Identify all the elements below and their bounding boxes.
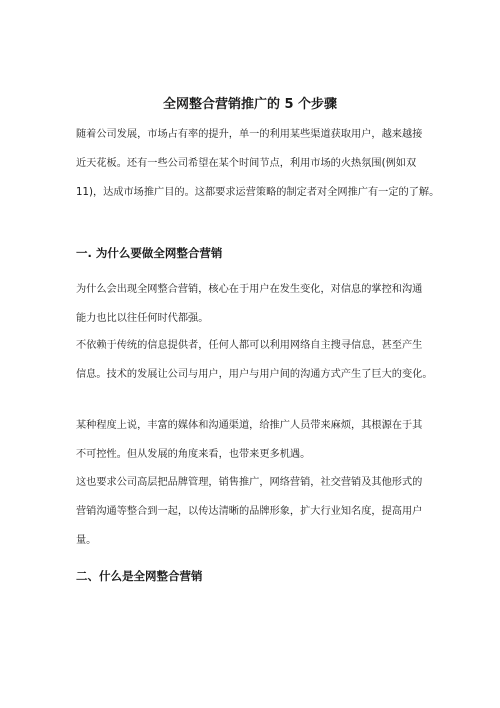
section-2-heading: 二、什么是全网整合营销 xyxy=(76,569,203,583)
section-1-paragraph-2 xyxy=(76,331,440,389)
section-1-paragraph-1 xyxy=(76,275,440,333)
intro-line-1: 随着公司发展，市场占有率的提升，单一的利用某些渠道获取用户，越来越接 xyxy=(76,129,423,140)
section-1-heading: 一. 为什么要做全网整合营销 xyxy=(76,246,223,260)
section-1-paragraph-3 xyxy=(76,411,440,469)
s1p1-line-2: 能力也比以往任何时代都强。 xyxy=(76,313,209,324)
s1p3-line-1: 某种程度上说，丰富的媒体和沟通渠道，给推广人员带来麻烦，其根源在于其 xyxy=(76,420,423,431)
s1p1-line-1: 为什么会出现全网整合营销，核心在于用户在发生变化，对信息的掌控和沟通 xyxy=(76,284,423,295)
section-1-paragraph-4 xyxy=(76,468,440,555)
s1p4-line-3: 量。 xyxy=(76,535,97,546)
intro-paragraph xyxy=(76,120,440,207)
s1p3-line-2: 不可控性。但从发展的角度来看，也带来更多机遇。 xyxy=(76,449,311,460)
intro-line-2: 近天花板。还有一些公司希望在某个时间节点，利用市场的火热氛围(例如双 xyxy=(76,158,417,169)
document-title: 全网整合营销推广的 5 个步骤 xyxy=(162,97,338,112)
s1p2-line-1: 不依赖于传统的信息提供者，任何人都可以利用网络自主搜寻信息，甚至产生 xyxy=(76,340,423,351)
intro-line-3: 11)，达成市场推广目的。这都要求运营策略的制定者对全网推广有一定的了解。 xyxy=(76,187,440,198)
s1p4-line-2: 营销沟通等整合到一起，以传达清晰的品牌形象，扩大行业知名度，提高用户 xyxy=(76,506,423,517)
s1p4-line-1: 这也要求公司高层把品牌管理，销售推广，网络营销，社交营销及其他形式的 xyxy=(76,477,423,488)
s1p2-line-2: 信息。技术的发展让公司与用户，用户与用户间的沟通方式产生了巨大的变化。 xyxy=(76,369,433,380)
